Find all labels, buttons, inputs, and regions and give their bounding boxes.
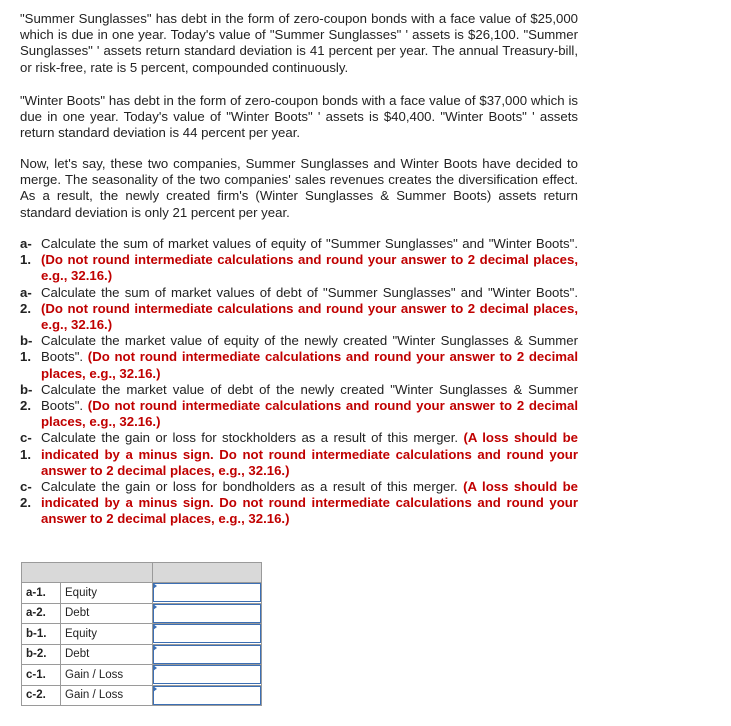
- equity-b1-input[interactable]: [153, 624, 261, 643]
- table-row: [22, 644, 262, 665]
- question-instruction: (Do not round intermediate calculations and round your answer to 2 decimal places, e.g., 32.16.): [41, 398, 578, 430]
- row-name: Equity: [61, 624, 153, 645]
- debt-a2-input[interactable]: [153, 604, 261, 623]
- row-label: c-2.: [22, 685, 61, 706]
- input-marker-icon: [153, 686, 157, 692]
- input-marker-icon: [153, 645, 157, 651]
- row-name: Debt: [61, 603, 153, 624]
- question-text: Calculate the sum of market values of debt of "Summer Sunglasses" and "Winter Boots".: [41, 284, 578, 300]
- gain-loss-c2-input[interactable]: [153, 686, 261, 705]
- question-text: Calculate the gain or loss for stockholders as a result of this merger.: [41, 430, 459, 446]
- question-instruction: (Do not round intermediate calculations and round your answer to 2 decimal places, e.g., 32.16.): [41, 349, 578, 381]
- equity-a1-input[interactable]: [153, 583, 261, 602]
- question-b2: [20, 382, 578, 431]
- table-row: [22, 665, 262, 686]
- question-text: Calculate the market value of debt of the newly created "Winter Sunglasses & Summer Boots".: [41, 381, 578, 414]
- question-label: b-1.: [20, 333, 33, 365]
- question-label: c-1.: [20, 430, 32, 462]
- question-b1: [20, 333, 578, 382]
- problem-paragraph-2: "Winter Boots" has debt in the form of zero-coupon bonds with a face value of $37,000 which is due in one year. Today's value of "Winter Boots" ' assets is $40,400. "Winter Boots" ' assets return standard deviation is 44 percent per year.: [20, 93, 578, 141]
- table-row: [22, 603, 262, 624]
- question-label: b-2.: [20, 381, 33, 414]
- problem-paragraph-3: Now, let's say, these two companies, Summer Sunglasses and Winter Boots have decided to merge. The seasonality of the two companies' sales revenues creates the diversification effect. As a result, the newly created firm's (Winter Sunglasses & Summer Boots) assets return standard deviation is only 21 percent per year.: [20, 156, 578, 220]
- row-label: c-1.: [22, 665, 61, 686]
- problem-paragraph-1: "Summer Sunglasses" has debt in the form of zero-coupon bonds with a face value of $25,000 which is due in one year. Today's value of "Summer Sunglasses" ' assets is $26,100. "Summer Sunglasses" ' assets return standard deviation is 41 percent per year. The annual Treasury-bill, or risk-free, rate is 5 percent, compounded continuously.: [20, 11, 578, 75]
- row-name: Equity: [61, 583, 153, 604]
- table-row: [22, 583, 262, 604]
- question-c2: [20, 479, 578, 528]
- question-label: c-2.: [20, 479, 32, 511]
- input-marker-icon: [153, 665, 157, 671]
- table-row: [22, 624, 262, 645]
- input-marker-icon: [153, 583, 157, 589]
- question-a1: [20, 236, 578, 285]
- question-label: a-2.: [20, 284, 32, 316]
- input-marker-icon: [153, 604, 157, 610]
- row-label: a-1.: [22, 583, 61, 604]
- row-name: Gain / Loss: [61, 665, 153, 686]
- row-label: b-2.: [22, 644, 61, 665]
- question-label: a-1.: [20, 236, 32, 268]
- input-marker-icon: [153, 624, 157, 630]
- row-label: b-1.: [22, 624, 61, 645]
- question-text: Calculate the gain or loss for bondholders as a result of this merger.: [41, 479, 458, 495]
- gain-loss-c1-input[interactable]: [153, 665, 261, 684]
- table-row: [22, 685, 262, 706]
- question-text: Calculate the sum of market values of equity of "Summer Sunglasses" and "Winter Boots".: [41, 236, 578, 251]
- answer-table: [21, 562, 262, 706]
- question-instruction: (Do not round intermediate calculations and round your answer to 2 decimal places, e.g., 32.16.): [41, 252, 578, 284]
- question-text: Calculate the market value of equity of the newly created "Winter Sunglasses & Summer Boots".: [41, 333, 578, 365]
- row-name: Debt: [61, 644, 153, 665]
- question-instruction: (A loss should be indicated by a minus sign. Do not round intermediate calculations and round your answer to 2 decimal places, e.g., 32.16.): [41, 430, 578, 478]
- question-a2: [20, 285, 578, 334]
- question-list: [20, 236, 578, 528]
- debt-b2-input[interactable]: [153, 645, 261, 664]
- row-name: Gain / Loss: [61, 685, 153, 706]
- question-instruction: (Do not round intermediate calculations and round your answer to 2 decimal places, e.g., 32.16.): [41, 300, 578, 333]
- row-label: a-2.: [22, 603, 61, 624]
- question-instruction: (A loss should be indicated by a minus sign. Do not round intermediate calculations and round your answer to 2 decimal places, e.g., 32.16.): [41, 479, 578, 527]
- answer-table-header: [22, 563, 262, 583]
- question-c1: [20, 430, 578, 479]
